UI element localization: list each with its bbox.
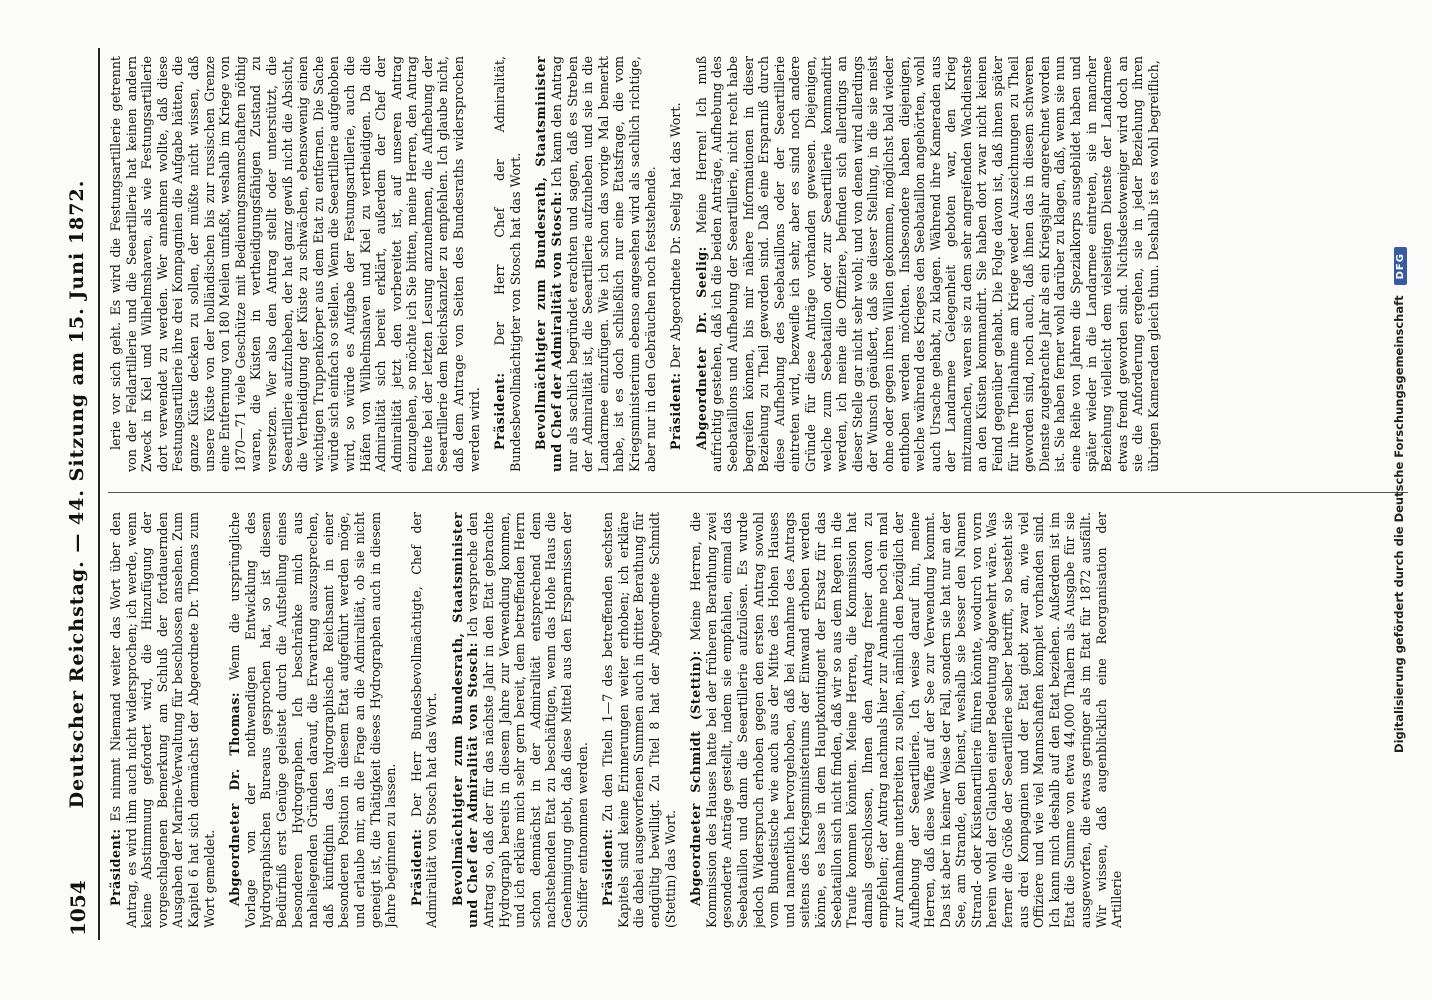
paragraph-text: Ich verspreche den Antrag so, daß der für das nächste Jahr in den Etat gebrachte Hydrograph bereits in diesem Jahre zur Verwendung kommen, und ich erkläre mich sehr gern bereit, dem betreffenden Herrn schon demnächst in der Admiralität entsprechend dem nachstehenden Etat zu beschäftigen, wenn das Hohe Haus die Genehmigung giebt, daß diese Mittel aus den Ersparnissen der Schiffer entnommen werden. bbox=[465, 512, 590, 928]
speaker-label: Bevollmächtigter zum Bundesrath, Staatsminister und Chef der Admiralität von Stosch: bbox=[533, 56, 565, 472]
dfg-logo: DFG bbox=[1394, 247, 1407, 285]
speaker-label: Präsident: bbox=[668, 372, 684, 450]
paragraph-text: Meine Herren! Ich muß aufrichtig gestehen, daß ich die beiden Anträge, Aufhebung des Seebataillons und Aufhebung der Seeartillerie, nicht recht habe begreifen können, bis mir nähere Informationen in dieser Beziehung zu Theil geworden sind. Daß eine Ersparniß durch diese Aufhebung des Seebataillons oder der Seeartillerie eintreten wird, bezweifle ich sehr, aber es sind noch andere Gründe für diese Anträge vorhanden gewesen. Diejenigen, welche zum Seebataillon oder zur Seeartillerie kommandirt werden, ich meine die Offiziere, befinden sich allerdings an dieser Stelle gar nicht sehr wohl; und von denen wird allerdings der Wunsch geäußert, daß sie dieser Stellung, in die sie meist ohne oder gegen ihren Willen gekommen, möglichst bald wieder enthoben werden möchten. Insbesondere haben diejenigen, welche während des Krieges den Seebataillon angehörten, wohl auch Ursache gehabt, zu klagen. Während ihre Kameraden aus der Landarmee Gelegenheit geboten war, den Krieg mitzumachen, waren sie zu dem sehr angreifenden Wachdienste an den Küsten kommandirt. Sie haben dort zwar nicht keinen Feind gegenüber gehabt. Die Folge davon ist, daß ihnen später für ihre Theilnahme am Kriege weder Auszeichnungen zu Theil geworden sind, noch auch, daß ihnen das in diesem schweren Dienste zugebrachte Jahr als ein Kriegsjahr angerechnet worden ist. Sie haben ferner wohl darüber zu klagen, daß, wenn sie nun eine Reihe von Jahren die Spezialkorps ausgebildet haben und später wieder in die Landarmee eintreten, sie in mancher Beziehung vielleicht dem vielseitigen Dienste der Landarmee etwas fremd geworden sind. Nichtsdestoweniger wird doch an sie die Anforderung ergehen, sie in jeder Beziehung ihren übrigen Kameraden gleich thun. Deshalb ist es wohl begreiflich, bbox=[693, 56, 1161, 472]
paragraph-text: Der Herr Chef der Admiralität, Bundesbevollmächtigter von Stosch hat das Wort. bbox=[492, 56, 523, 472]
credit-text: Digitalisierung gefördert durch die Deutsche Forschungsgemeinschaft bbox=[1392, 295, 1406, 753]
running-head bbox=[64, 48, 100, 940]
paragraph-text: Es nimmt Niemand weiter das Wort über den Antrag, es wird ihm auch nicht widersprochen; ich werde, wenn keine Abstimmung gefordert wird, die Hinzufügung der vorgeschlagenen Bemerkung am Schluß der fortdauernden Ausgaben der Marine-Verwaltung für beschlossen ansehen. Zum Kapitel 6 hat sich demnächst der Abgeordnete Dr. Thomas zum Wort gemeldet. bbox=[108, 512, 217, 928]
page-title: Deutscher Reichstag. — 44. Sitzung am 15. Juni 1872. bbox=[66, 179, 88, 809]
paragraph bbox=[108, 512, 217, 928]
paragraph bbox=[108, 56, 482, 472]
paragraph bbox=[694, 56, 1162, 472]
paragraph bbox=[600, 512, 678, 928]
column-divider bbox=[108, 492, 1408, 493]
paragraph bbox=[409, 512, 440, 928]
speaker-label: Präsident: bbox=[492, 372, 508, 450]
paragraph-text: Der Herr Bundesbevollmächtigte, Chef der Admiralität von Stosch hat das Wort. bbox=[408, 512, 440, 928]
paragraph bbox=[668, 56, 684, 472]
speaker-label: Präsident: bbox=[600, 828, 616, 906]
speaker-label: Präsident: bbox=[408, 828, 424, 906]
paragraph-text: Wenn die ursprüngliche Vorlage von der nothwendigen Entwicklung des hydrographischen Bureaus gesprochen hat, so ist diesem Bedürfniß erst Genüge geleistet durch die Aufstellung eines besonderen Hydrographen. Ich beschränke mich aus naheliegenden Gründen darauf, die Erwartung auszusprechen, daß künftighin das hydrographische Reichsamt in einer besonderen Position in diesem Etat aufgeführt werden möge, und erlaube mir, an die Frage an die Admiralität, ob sie nicht geneigt ist, die Thätigkeit dieses Hydrographen auch in diesem Jahre beginnen zu lassen. bbox=[227, 512, 399, 928]
speaker-label: Präsident: bbox=[108, 828, 123, 906]
speaker-label: Bevollmächtigter zum Bundesrath, Staatsminister und Chef der Admiralität von Stosch: bbox=[449, 512, 481, 928]
speaker-label: Abgeordneter Schmidt (Stettin): bbox=[688, 650, 704, 906]
paragraph-text: lerie vor sich geht. Es wird die Festungsartillerie getrennt von der Feldartillerie und die Seeartillerie hat keinen andern Zweck in Kiel und Wilhelmshaven, als wie Festungsartillerie dort verwendet zu werden. Wer annehmen wollte, daß diese Festungsartillerie ihre drei Kompagnien die Aufgabe hätten, die ganze Küste decken zu sollen, der müßte nicht wissen, daß unsere Küste von der holländischen bis zur russischen Grenze eine Entfernung von 180 Meilen umfaßt, weshalb im Kriege von 1870—71 viele Geschütze mit Bedienungsmannschaften nöthig waren, die Küsten in vertheidigungsfähigen Zustand zu versetzen. Wer also den Antrag stellt oder unterstützt, die Seeartillerie aufzuheben, der hat ganz gewiß nicht die Absicht, die Vertheidigung der Küste zu schwächen, ebensowenig einen wichtigen Truppenkörper aus dem Etat zu entfernen. Die Sache würde sich einfach so stellen. Wenn die Seeartillerie aufgehoben wird, so würde es Aufgabe der Festungsartillerie, auch die Häfen von Wilhelmshaven und Kiel zu vertheidigen. Da die Admiralität sich bereit erklärt, außerdem der Chef der Admiralität jetzt den vorbereitet ist, auf unseren Antrag einzugehen, so möchte ich Sie bitten, meine Herren, den Antrag heute bei der letzten Lesung anzunehmen, die Aufhebung der Seeartillerie dem Reichskanzler zu empfehlen. Ich glaube nicht, daß dem Antrage von Seiten des Bundesraths widersprochen werden wird. bbox=[108, 56, 482, 472]
paragraph bbox=[492, 56, 523, 472]
digitization-credit bbox=[1392, 60, 1422, 940]
paragraph-text: Meine Herren, die Kommission des Hauses hatte bei der früheren Berathung zwei gesonderte Anträge gestellt, indem sie empfahlen, einmal das Seebataillon und dann die Seeartillerie aufzulösen. Es wurde jedoch Widerspruch erhoben gegen den ersten Antrag sowohl vom Bundestische wie auch aus der Mitte des Hohen Hauses und namentlich hervorgehoben, daß bei Annahme des Antrags seitens des Kriegsministeriums der Einwand erhoben werden könne, es lasse in dem Hauptkontingent der Ersatz für das Seebataillon sich nicht finden, daß wir so aus dem Regen in die Traufe kommen könnten. Meine Herren, die Kommission hat damals geschlossen, Ihnen den Antrag freier davon zu empfehlen; der Antrag nachmals hier zur Annahme noch ein mal zur Annahme unterbreiten zu sollen, nämlich den bezüglich der Aufhebung der Seeartillerie. Ich weise darauf hin, meine Herren, daß diese Waffe auf der See zur Verwendung kommt. Das ist aber in keiner Weise der Fall, sondern sie hat nur an der See, am Strande, den Dienst, weshalb sie besser den Namen Strand- oder Küstenartillerie führen könnte, wodurch von vorn herein wohl der Glauben einer Bedeutung abgewehrt wäre. Was ferner die Größe der Seeartillerie selber betrifft, so besteht sie aus drei Kompagnien und der Etat giebt zwar an, wie viel Offiziere und wie viel Mannschaften komplet vorhanden sind. Ich kann mich deshalb auf den Etat beziehen. Außerdem ist im Etat die Summe von etwa 44,000 Thalern als Ausgabe für sie ausgeworfen, die etwas geringer als im Etat für 1872 ausfällt. Wir wissen, daß augenblicklich eine Reorganisation der Artillerie bbox=[688, 512, 1125, 928]
right-column bbox=[108, 56, 1408, 472]
left-column bbox=[108, 512, 1408, 928]
speaker-label: Abgeordneter Dr. Seelig: bbox=[693, 246, 709, 450]
paragraph bbox=[688, 512, 1125, 928]
speaker-label: Abgeordneter Dr. Thomas: bbox=[227, 691, 243, 906]
paragraph bbox=[450, 512, 590, 928]
paragraph bbox=[227, 512, 399, 928]
paragraph-text: Ich kann den Antrag nur als sachlich begründet erachten und sagen, daß es Streben der Admiralität ist, die Seeartillerie aufzuheben und sie in die Landarmee einzufügen. Wie ich schon das vorige Mal bemerkt habe, ist es doch schließlich nur eine Etatsfrage, die vom Kriegsministerium ebenso angesehen wird als sachlich richtige, aber nur in den Gebräuchen noch feststehende. bbox=[549, 56, 658, 472]
page-number: 1054 bbox=[66, 880, 90, 936]
paragraph-text: Der Abgeordnete Dr. Seelig hat das Wort. bbox=[668, 102, 684, 369]
paragraph-text: Zu den Titeln 1—7 des betreffenden sechsten Kapitels sind keine Erinnerungen weiter erhoben; ich erkläre die dabei ausgeworfenen Summen auch in dritter Berathung für endgültig bewilligt. Zu Titel 8 hat der Abgeordnete Schmidt (Stettin) das Wort. bbox=[600, 512, 678, 928]
paragraph bbox=[533, 56, 658, 472]
